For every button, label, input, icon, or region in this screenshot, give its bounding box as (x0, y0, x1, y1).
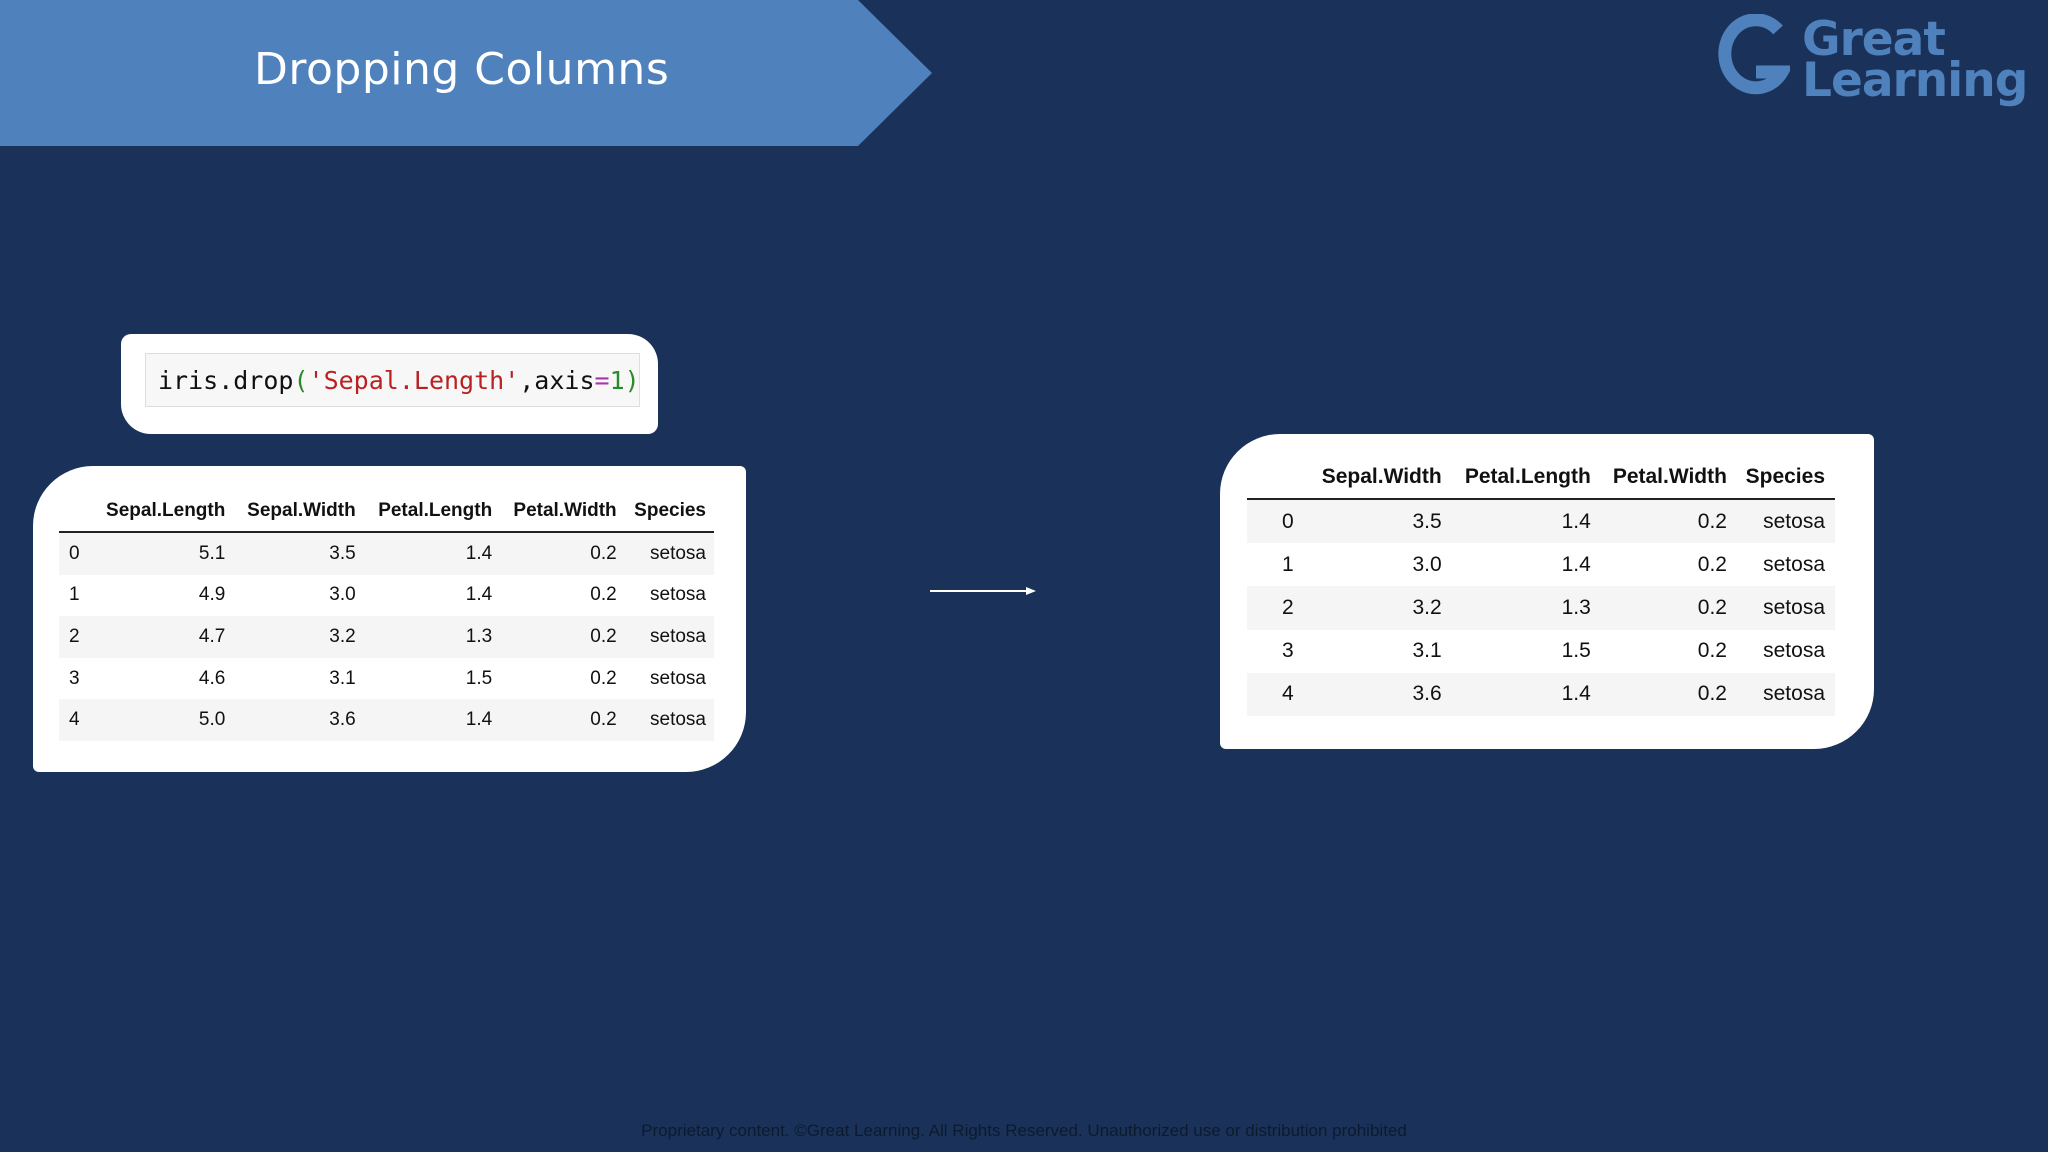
row-index: 3 (1282, 639, 1294, 663)
table-cell: 3.5 (1309, 499, 1452, 543)
table-cell: 4.9 (198, 584, 226, 606)
table-cell: 1.4 (465, 584, 493, 606)
row-index: 0 (59, 532, 91, 575)
table-cell: 0.2 (1697, 552, 1727, 576)
code-token-number: 1 (609, 366, 625, 395)
logo-word-learning: Learning (1802, 53, 2028, 108)
table-cell: 3.1 (329, 667, 356, 689)
table-cell: 4.6 (198, 667, 226, 689)
table-cell: setosa (1763, 639, 1825, 663)
table-row (59, 575, 714, 617)
table-cell: setosa (650, 667, 706, 689)
table-row (59, 699, 714, 741)
table-row (59, 532, 714, 575)
table-cell: setosa (625, 699, 714, 741)
code-token-equals: = (594, 366, 610, 395)
table-cell: setosa (1737, 499, 1835, 543)
table-row (1247, 499, 1835, 543)
table-cell: setosa (1737, 586, 1835, 629)
table-cell: 0.2 (1601, 586, 1737, 629)
table-row (59, 658, 714, 700)
code-token-call: iris.drop (158, 366, 294, 395)
table-cell: 0.2 (590, 667, 617, 689)
table-cell: 0.2 (1601, 499, 1737, 543)
column-header (1247, 456, 1309, 499)
table-row (1247, 630, 1835, 673)
table-cell: 0.2 (500, 699, 624, 741)
table-cell: 1.3 (364, 616, 500, 658)
code-token-close-paren: ) (624, 366, 640, 395)
table-cell: 1.5 (465, 667, 493, 689)
table-cell: 0.2 (1697, 639, 1727, 663)
arrow-right-icon (930, 584, 1036, 598)
table-cell: setosa (625, 532, 714, 575)
table-cell: setosa (650, 584, 706, 606)
table-cell: 1.4 (364, 532, 500, 575)
table-cell: 0.2 (500, 532, 624, 575)
table-row (1247, 673, 1835, 716)
table-cell: 1.3 (1452, 586, 1601, 629)
table-cell: 0.2 (590, 584, 617, 606)
column-header: Petal.Length (364, 490, 500, 532)
table-cell: 1.4 (1452, 499, 1601, 543)
column-header: Species (625, 490, 714, 532)
column-header: Sepal.Width (1309, 456, 1452, 499)
table-cell: 0.2 (1601, 673, 1737, 716)
table-cell: setosa (1737, 673, 1835, 716)
table-header-row (1247, 456, 1835, 499)
row-index: 2 (59, 616, 91, 658)
before-table-card (33, 466, 746, 772)
table-header-row (59, 490, 714, 532)
table-cell: 1.4 (1561, 552, 1591, 576)
row-index: 3 (69, 667, 80, 689)
slide-title: Dropping Columns (254, 44, 670, 95)
table-cell: setosa (625, 616, 714, 658)
table-cell: 3.6 (1309, 673, 1452, 716)
table-cell: 3.2 (233, 616, 363, 658)
table-cell: setosa (1763, 552, 1825, 576)
great-learning-g-logo-icon (1716, 14, 1790, 104)
column-header (59, 490, 91, 532)
row-index: 4 (59, 699, 91, 741)
row-index: 1 (69, 584, 80, 606)
table-cell: 3.2 (1309, 586, 1452, 629)
table-cell: 3.5 (233, 532, 363, 575)
column-header: Petal.Width (1601, 456, 1737, 499)
table-cell: 3.0 (1412, 552, 1442, 576)
table-cell: 3.6 (233, 699, 363, 741)
code-token-axis: ,axis (519, 366, 595, 395)
table-row (1247, 586, 1835, 629)
table-cell: 1.4 (1452, 673, 1601, 716)
after-table-card (1220, 434, 1874, 749)
code-cell (145, 353, 640, 407)
great-learning-logo (1716, 10, 2028, 110)
footer-copyright: Proprietary content. ©Great Learning. All Rights Reserved. Unauthorized use or distribution prohibited (641, 1121, 1407, 1140)
table-cell: 4.7 (91, 616, 233, 658)
after-dataframe-table (1247, 456, 1835, 716)
table-row (1247, 543, 1835, 586)
table-cell: 1.4 (364, 699, 500, 741)
table-cell: 5.0 (91, 699, 233, 741)
row-index: 0 (1247, 499, 1309, 543)
table-cell: 0.2 (500, 616, 624, 658)
before-dataframe-table (59, 490, 714, 741)
table-row (59, 616, 714, 658)
column-header: Species (1737, 456, 1835, 499)
code-cell-card (121, 334, 658, 434)
logo-word-great: Great (1802, 12, 1945, 67)
table-cell: 3.0 (329, 584, 356, 606)
code-token-string: 'Sepal.Length' (308, 366, 520, 395)
row-index: 1 (1282, 552, 1294, 576)
code-token-open-paren: ( (293, 366, 309, 395)
row-index: 2 (1247, 586, 1309, 629)
column-header: Petal.Width (500, 490, 624, 532)
column-header: Sepal.Width (233, 490, 363, 532)
table-cell: 1.5 (1561, 639, 1591, 663)
table-cell: 5.1 (91, 532, 233, 575)
table-cell: 3.1 (1412, 639, 1442, 663)
column-header: Sepal.Length (91, 490, 233, 532)
column-header: Petal.Length (1452, 456, 1601, 499)
row-index: 4 (1247, 673, 1309, 716)
